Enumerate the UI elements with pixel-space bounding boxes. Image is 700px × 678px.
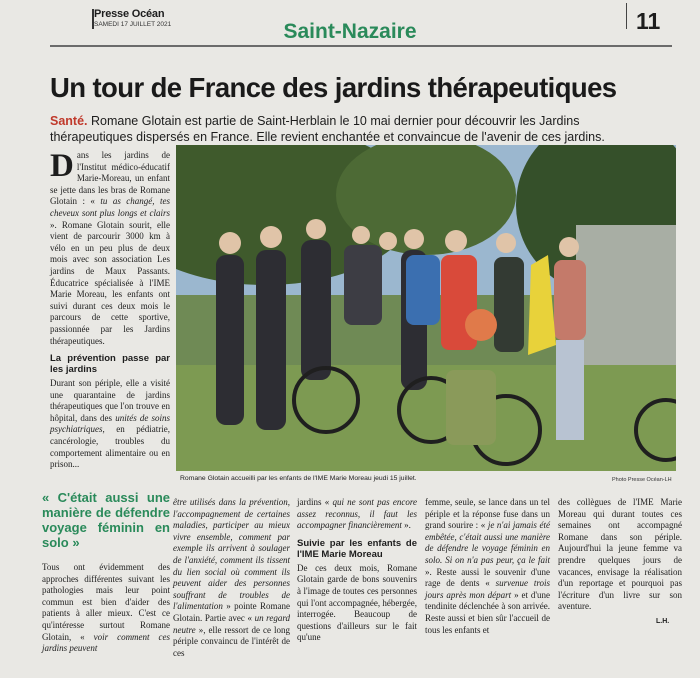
col1-text-c: Durant son périple, elle a visité une quarantaine de jardins thérapeutiques que l'on trouve en hôpital, dans des: [50, 378, 170, 423]
photo-illustration: [176, 145, 676, 471]
kicker: Santé.: [50, 114, 88, 128]
section-title: Saint-Nazaire: [283, 20, 417, 43]
col1b-text: Tous ont évidemment des approches différentes suivant les pathologies mais leur point commun est bien d'aider des patients à aller mieux. C'est ce qu'intéresse surtout Romane Glotain, «: [42, 562, 170, 642]
col1-text-b: ». Romane Glotain sourit, elle vient de parcourir 3000 km à vélo en un peu plus de deux mois avec son association Les jardins de Maux Passants. Éducatrice spécialisée à l'IME Marie Moreau, les enfants ont suivi durant ces deux mois le parcours de cette sportive, passionnée par les Jardins thérapeutiques.: [50, 219, 170, 346]
subhead-prevention: La prévention passe par les jardins: [50, 353, 170, 376]
col5-text: des collègues de l'IME Marie Moreau qui durant toutes ces semaines ont accompagné Romane dans son périple. Aujourd'hui la jeune femme va prendre quelques jours de vacances, envisage la réalisation d'un reportage et pourquoi pas l'écriture d'un livre sur son aventure.: [558, 497, 682, 612]
lead-paragraph: [50, 113, 650, 145]
column-4: [425, 497, 550, 636]
col3-quote: qui ne sont pas encore assez reconnus, il faut les accompagner financièrement: [297, 497, 418, 531]
col4-text-b: ». Reste aussi le souvenir d'une rage de dents «: [425, 566, 550, 589]
col3-text-c: De ces deux mois, Romane Glotain garde de bons souvenirs à l'image de toutes ces personnes qui l'ont accompagnée, hébergée, interrogée. Beaucoup de questions d'ailleurs sur le fait qu'une: [297, 562, 417, 643]
col2-quote-2: un regard neutre: [173, 612, 290, 635]
col1-italic: unités de soins psychiatriques: [50, 412, 171, 435]
col1b-quote: voir comment ces jardins peuvent: [42, 631, 170, 654]
lead-text: Romane Glotain est partie de Saint-Herblain le 10 mai dernier pour découvrir les Jardins thérapeutiques dispersés en France. Elle revient enchantée et convaincue de l'avenir de ces jardins.: [50, 114, 605, 144]
col4-quote: je n'ai jamais été embêtée, c'était aussi une manière de défendre le voyage féminin en solo. Si on n'a pas peur, ça le fait: [425, 520, 551, 565]
masthead: [94, 8, 171, 28]
col2-quote: être utilisés dans la prévention, l'accompagnement de certaines maladies, participer au mieux vivre ensemble, comment par exemple ils arrivent à soulager de l'anxiété, comment ils tissent du lien social où comment ils peuvent aider des personnes souffrant de troubles de l'alimentation: [173, 497, 290, 612]
dropcap: D: [50, 148, 74, 184]
column-1b: [42, 490, 170, 655]
col4-text-c: » et d'une tendinite déclenchée à son arrivée. Reste aussi et bien sûr l'accueil de tous les enfants et: [425, 589, 550, 635]
page-number: 11: [636, 8, 661, 34]
header-rule: [50, 45, 672, 47]
column-5: [558, 497, 682, 613]
column-3: [297, 497, 417, 644]
col1-quote: tu as changé, tes cheveux sont plus longs et clairs: [50, 196, 170, 218]
col4-quote-2: survenue trois jours après mon départ: [425, 578, 550, 600]
photo-credit: Photo Presse Océan-LH: [612, 477, 672, 483]
issue-date: SAMEDI 17 JUILLET 2021: [94, 21, 172, 28]
col2-text-a: » pointe Romane Glotain. Partie avec «: [173, 601, 290, 623]
headline: Un tour de France des jardins thérapeutiques: [50, 72, 617, 103]
newspaper-name: Presse Océan: [94, 8, 165, 20]
column-1: [50, 150, 170, 471]
col3-text-b: ».: [401, 520, 411, 531]
col1-text-a: ans les jardins de l'Institut médico-éducatif Marie-Moreau, un enfant se jette dans les bras de Romane Glotain : «: [50, 150, 170, 207]
pull-quote: « C'était aussi une manière de défendre voyage féminin en solo »: [42, 490, 170, 550]
col3-text-a: jardins «: [297, 497, 330, 507]
author-signature: L.H.: [656, 618, 670, 625]
photo-caption: Romane Glotain accueilli par les enfants de l'IME Marie Moreau jeudi 15 juillet.: [180, 475, 417, 482]
page-number-bar: [626, 3, 627, 29]
col2-text-b: », elle ressort de ce long périple convaincu de l'intérêt de ces: [173, 624, 290, 658]
col1-text-d: , en pédiatrie, cancérologie, troubles du comportement alimentaire ou en prison...: [50, 424, 170, 470]
article-photo: [176, 145, 676, 471]
column-2: [173, 497, 290, 659]
col4-text-a: femme, seule, se lance dans un tel périple et la réponse fuse dans un grand sourire : «: [425, 497, 550, 531]
subhead-ime: Suivie par les enfants de l'IME Marie Moreau: [297, 537, 417, 560]
